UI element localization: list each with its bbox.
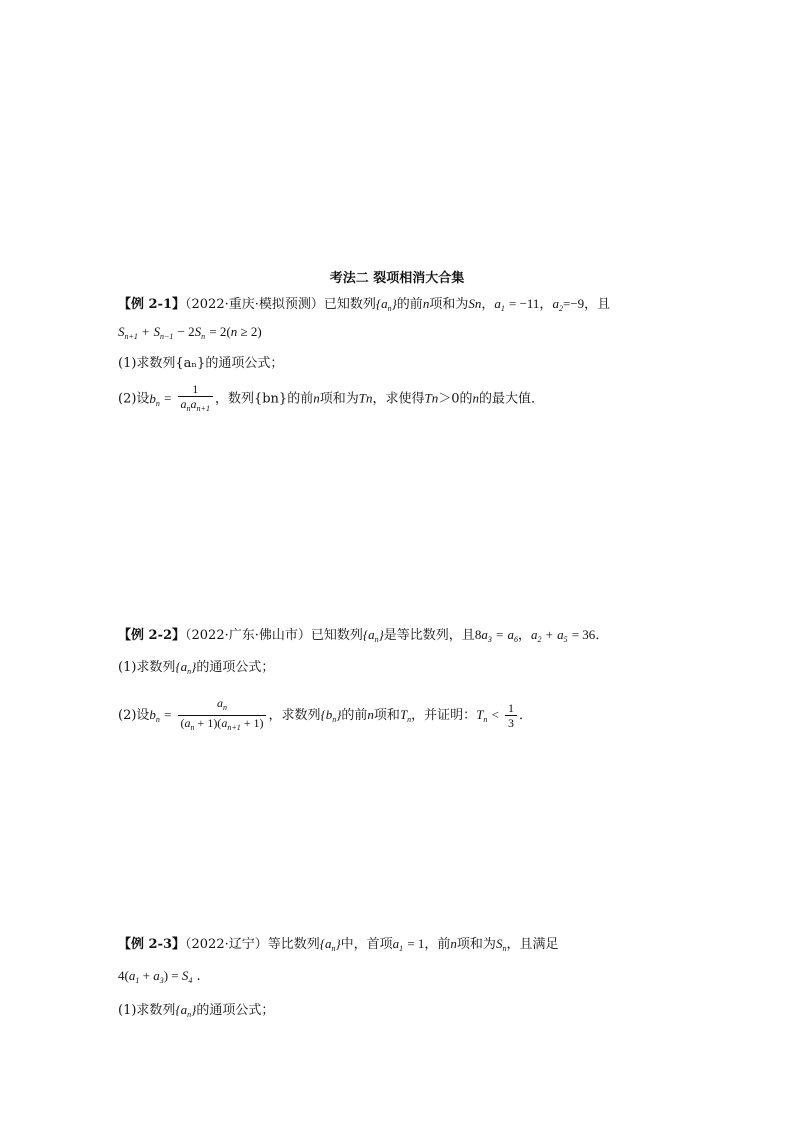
example-2-1-recurrence: $S_{n+1} + S_{n-1} - 2S_n = 2(n \ge 2)$	[118, 324, 262, 341]
example-tag: 【例 2-1】	[118, 297, 186, 312]
fraction: $\frac{a_n}{(a_n + 1)(a_{n+1} + 1)}$	[178, 696, 267, 735]
example-2-3-q1: (1)求数列$\{a_n\}$的通项公式；	[118, 1002, 275, 1019]
example-2-1-stem: 【例 2-1】（2022·重庆·模拟预测）已知数列$\{a_n\}$的前n项和为Sn，$a_1 = -11$，$a_2=-9$，且	[118, 296, 611, 313]
fraction: $\frac{1}{a_na_{n+1}}$	[178, 382, 213, 416]
example-2-1-q2: (2)设$b_n$ = $\frac{1}{a_na_{n+1}}$ ，数列{bn}的前n项和为Tn，求使得Tn＞0的n的最大值．	[118, 382, 544, 416]
example-2-1-q1: (1)求数列{aₙ}的通项公式；	[118, 356, 284, 371]
example-source: （2022·广东·佛山市）	[185, 628, 311, 643]
fraction: $\frac{1}{3}$	[505, 701, 517, 730]
section-title: 考法二 裂项相消大合集	[329, 271, 465, 286]
example-2-2-q1: (1)求数列$\{a_n\}$的通项公式；	[118, 659, 275, 676]
example-tag: 【例 2-2】	[118, 628, 186, 643]
example-2-2-q2: (2)设$b_n$ = $\frac{a_n}{(a_n + 1)(a_{n+1} + 1)}$ ，求数列$\{b_n\}$的前n项和$T_n$，并证明：$T_n$ < $\frac{1}{3}$ ．	[118, 696, 532, 735]
example-tag: 【例 2-3】	[118, 937, 186, 952]
example-2-3-stem: 【例 2-3】（2022·辽宁）等比数列$\{a_n\}$中，首项$a_1 = 1$，前n项和为$S_n$，且满足	[118, 936, 559, 953]
example-2-2-stem: 【例 2-2】（2022·广东·佛山市）已知数列$\{a_n\}$是等比数列，且$8a_3 = a_6$，$a_2 + a_5 = 36$．	[118, 627, 609, 644]
example-source: （2022·重庆·模拟预测）	[185, 297, 324, 312]
example-source: （2022·辽宁）	[185, 937, 268, 952]
example-2-3-condition: $4(a_1 + a_3) = S_4$ .	[118, 968, 201, 985]
